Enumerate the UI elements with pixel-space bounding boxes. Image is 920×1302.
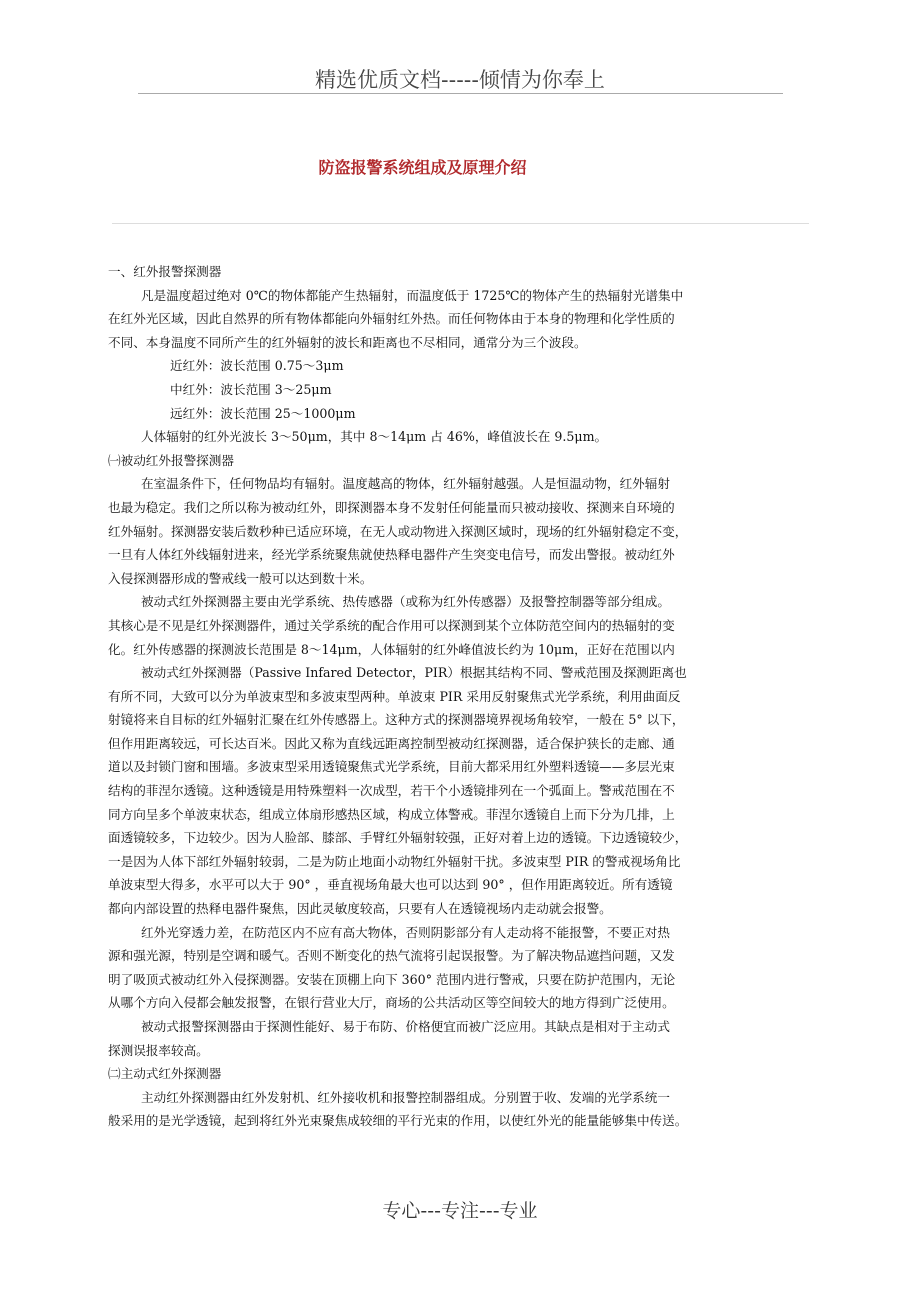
text-line: 明了吸顶式被动红外入侵探测器。安装在顶棚上向下 360° 范围内进行警戒，只要在防护范围内，无论 bbox=[108, 971, 676, 987]
text-line: 在室温条件下，任何物品均有辐射。温度越高的物体，红外辐射越强。人是恒温动物，红外辐射 bbox=[141, 476, 670, 492]
text-line: 红外辐射。探测器安装后数秒种已适应环境，在无人或动物进入探测区域时，现场的红外辐射稳定不变， bbox=[108, 523, 688, 539]
text-line: 有所不同，大致可以分为单波束型和多波束型两种。单波束 PIR 采用反射聚焦式光学系统，利用曲面反 bbox=[108, 688, 681, 704]
text-line: 但作用距离较远，可长达百米。因此又称为直线远距离控制型被动红探测器，适合保护狭长的走廊、通 bbox=[108, 735, 675, 751]
page-header-text: 精选优质文档-----倾情为你奉上 bbox=[315, 68, 605, 92]
text-line: 其核心是不见是红外探测器件，通过关学系统的配合作用可以探测到某个立体防范空间内的热辐射的变 bbox=[108, 617, 675, 633]
text-line: 射镜将来自目标的红外辐射汇聚在红外传感器上。这种方式的探测器境界视场角较窄，一般在 5° 以下， bbox=[108, 712, 685, 728]
text-line: 不同、本身温度不同所产生的红外辐射的波长和距离也不尽相同，通常分为三个波段。 bbox=[108, 334, 587, 350]
text-line: 同方向呈多个单波束状态，组成立体扇形感热区域，构成立体警戒。菲涅尔透镜自上而下分为几排，上 bbox=[108, 806, 675, 822]
document-body bbox=[108, 260, 748, 1133]
text-line: 般采用的是光学透镜，起到将红外光束聚焦成较细的平行光束的作用，以使红外光的能量能够集中传送。 bbox=[108, 1113, 688, 1129]
text-line: 源和强光源，特别是空调和暖气。否则不断变化的热气流将引起误报警。为了解决物品遮挡问题，又发 bbox=[108, 948, 675, 964]
text-line: 入侵探测器形成的警戒线一般可以达到数十米。 bbox=[108, 570, 373, 586]
text-line: 红外光穿透力差，在防范区内不应有高大物体，否则阴影部分有人走动将不能报警，不要正对热 bbox=[141, 924, 670, 940]
text-line: 结构的菲涅尔透镜。这种透镜是用特殊塑料一次成型，若干个小透镜排列在一个弧面上。警戒范围在不 bbox=[108, 783, 675, 799]
text-line: 人体辐射的红外光波长 3～50μm，其中 8～14μm 占 46%，峰值波长在 9.5μm。 bbox=[141, 429, 608, 445]
document-title: 防盗报警系统组成及原理介绍 bbox=[318, 158, 527, 177]
text-line: 被动式报警探测器由于探测性能好、易于布防、价格便宜而被广泛应用。其缺点是相对于主动式 bbox=[141, 1019, 670, 1034]
title-divider bbox=[112, 223, 809, 224]
text-line: 一、红外报警探测器 bbox=[108, 264, 222, 279]
text-line: 探测误报率较高。 bbox=[108, 1042, 209, 1058]
text-line: 一旦有人体红外线辐射进来，经光学系统聚焦就使热释电器件产生突变电信号，而发出警报。被动红外 bbox=[108, 547, 675, 563]
text-line: 化。红外传感器的探测波长范围是 8～14μm，人体辐射的红外峰值波长约为 10μm，正好在范围以内 bbox=[108, 641, 675, 657]
text-line: 也最为稳定。我们之所以称为被动红外，即探测器本身不发射任何能量而只被动接收、探测来自环境的 bbox=[108, 499, 675, 515]
text-line: 近红外：波长范围 0.75～3μm bbox=[170, 358, 344, 374]
text-line: 中红外：波长范围 3～25μm bbox=[170, 381, 332, 397]
text-line: ㈠被动红外报警探测器 bbox=[108, 452, 234, 468]
text-line: 道以及封锁门窗和围墙。多波束型采用透镜聚焦式光学系统，目前大都采用红外塑料透镜——多层光束 bbox=[108, 759, 675, 775]
text-line: ㈡主动式红外探测器 bbox=[108, 1066, 222, 1082]
text-line: 一是因为人体下部红外辐射较弱，二是为防止地面小动物红外辐射干扰。多波束型 PIR 的警戒视场角比 bbox=[108, 853, 681, 869]
text-line: 单波束型大得多，水平可以大于 90° ，垂直视场角最大也可以达到 90° ，但作用距离较近。所有透镜 bbox=[108, 877, 673, 893]
text-line: 被动式红外探测器主要由光学系统、热传感器（或称为红外传感器）及报警控制器等部分组成。 bbox=[141, 594, 670, 610]
header-divider bbox=[138, 93, 783, 94]
page-footer-text: 专心---专注---专业 bbox=[382, 1200, 538, 1222]
text-line: 从哪个方向入侵都会触发报警，在银行营业大厅，商场的公共活动区等空间较大的地方得到广泛使用。 bbox=[108, 995, 675, 1011]
text-line: 被动式红外探测器（Passive Infared Detector，PIR）根据其结构不同、警戒范围及探测距离也 bbox=[141, 665, 687, 681]
text-line: 凡是温度超过绝对 0℃的物体都能产生热辐射，而温度低于 1725℃的物体产生的热辐射光谱集中 bbox=[141, 287, 684, 303]
text-line: 在红外光区域，因此自然界的所有物体都能向外辐射红外热。而任何物体由于本身的物理和化学性质的 bbox=[108, 311, 675, 327]
text-line: 面透镜较多，下边较少。因为人脸部、膝部、手臂红外辐射较强，正好对着上边的透镜。下边透镜较少， bbox=[108, 830, 688, 846]
text-line: 都向内部设置的热释电器件聚焦，因此灵敏度较高，只要有人在透镜视场内走动就会报警。 bbox=[108, 901, 612, 917]
text-line: 远红外：波长范围 25～1000μm bbox=[170, 405, 356, 421]
text-line: 主动红外探测器由红外发射机、红外接收机和报警控制器组成。分别置于收、发端的光学系统一 bbox=[141, 1089, 670, 1105]
